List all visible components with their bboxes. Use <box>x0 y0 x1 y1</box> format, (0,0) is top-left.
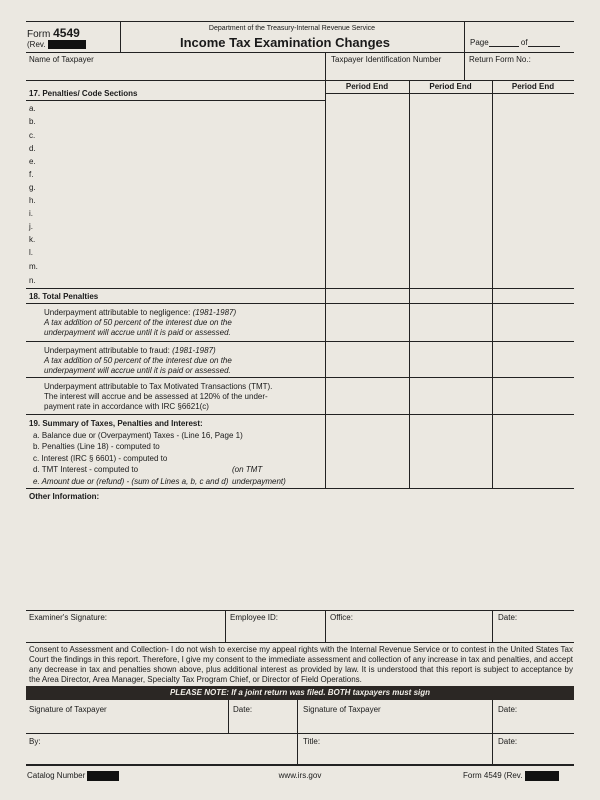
form-label: Form 4549 <box>27 26 80 40</box>
penalty-line-f[interactable]: f. <box>29 170 34 179</box>
consent-statement: Consent to Assessment and Collection- I do not wish to exercise my appeal rights with the Internal Revenue Service or to contest in the United States Tax Court the findings in this report. Therefore, I give my consent to the immediate assessment and collection of any increase in tax and penalties, and accept any decrease in tax and penalties shown above, plus additional interest as provided by law. It is understood that this report is subject to acceptance by the Area Director, Area Manager, Specialty Tax Program Chief, or Director of Field Operations. <box>29 645 573 684</box>
line19-e[interactable]: e. Amount due or (refund) - (sum of Lines a, b, c and d) <box>33 476 229 486</box>
by-date-field[interactable]: Date: <box>498 737 518 746</box>
department-name: Department of the Treasury-Internal Revenue Service <box>208 25 376 32</box>
line17-label: 17. Penalties/ Code Sections <box>29 89 138 98</box>
form-title: Income Tax Examination Changes <box>180 35 390 50</box>
employee-id-field[interactable]: Employee ID: <box>230 613 279 622</box>
irs-website: www.irs.gov <box>278 771 322 780</box>
page-number-field[interactable]: Page of <box>470 38 560 47</box>
period-end-header-2: Period End <box>429 82 472 91</box>
examiner-date-field[interactable]: Date: <box>498 613 518 622</box>
penalty-line-g[interactable]: g. <box>29 183 36 192</box>
line19-c[interactable]: c. Interest (IRC § 6601) - computed to <box>33 453 168 463</box>
revision-label: (Rev. <box>27 40 86 49</box>
penalty-line-l[interactable]: l. <box>29 248 33 257</box>
negligence-block: Underpayment attributable to negligence: (1981-1987) A tax addition of 50 percent of the interest due on the underpayment will accrue until it is paid or assessed. <box>44 308 237 337</box>
office-field[interactable]: Office: <box>330 613 353 622</box>
penalty-line-n[interactable]: n. <box>29 276 36 285</box>
tin-field[interactable]: Taxpayer Identification Number <box>331 55 442 64</box>
line18-label: 18. Total Penalties <box>29 292 99 301</box>
by-field[interactable]: By: <box>29 737 41 746</box>
penalty-line-b[interactable]: b. <box>29 117 36 126</box>
penalty-line-e[interactable]: e. <box>29 157 36 166</box>
redaction-box <box>87 771 119 781</box>
taxpayer-signature-1[interactable]: Signature of Taxpayer <box>29 705 107 714</box>
fraud-block: Underpayment attributable to fraud: (1981-1987) A tax addition of 50 percent of the interest due on the underpayment will accrue until it is paid or assessed. <box>44 346 232 375</box>
period-end-header-1: Period End <box>345 82 389 91</box>
penalty-line-j[interactable]: j. <box>29 222 33 231</box>
redaction-box <box>525 771 559 781</box>
penalty-line-k[interactable]: k. <box>29 235 36 244</box>
return-form-field[interactable]: Return Form No.: <box>469 55 531 64</box>
tmt-block: Underpayment attributable to Tax Motivated Transactions (TMT). The interest will accrue and be assessed at 120% of the under- payment rate in accordance with IRC §6621(c) <box>44 382 273 411</box>
taxpayer-date-2[interactable]: Date: <box>498 705 518 714</box>
taxpayer-name-field[interactable]: Name of Taxpayer <box>29 55 94 64</box>
line19-a[interactable]: a. Balance due or (Overpayment) Taxes - (Line 16, Page 1) <box>33 430 243 440</box>
line19-b[interactable]: b. Penalties (Line 18) - computed to <box>33 442 160 451</box>
catalog-number: Catalog Number <box>27 771 119 781</box>
penalty-line-a[interactable]: a. <box>29 104 36 113</box>
taxpayer-date-1[interactable]: Date: <box>233 705 253 714</box>
joint-return-notice: PLEASE NOTE: If a joint return was filed. BOTH taxpayers must sign <box>26 686 574 700</box>
other-information-field[interactable]: Other Information: <box>29 492 100 501</box>
penalty-line-c[interactable]: c. <box>29 131 36 140</box>
footer-form-revision: Form 4549 (Rev. <box>463 771 559 781</box>
penalty-line-i[interactable]: i. <box>29 209 33 218</box>
penalty-line-m[interactable]: m. <box>29 262 38 271</box>
penalty-line-d[interactable]: d. <box>29 144 36 153</box>
title-field[interactable]: Title: <box>303 737 321 746</box>
form-number: 4549 <box>53 26 80 40</box>
period-end-header-3: Period End <box>511 82 555 91</box>
taxpayer-signature-2[interactable]: Signature of Taxpayer <box>303 705 381 714</box>
penalty-line-h[interactable]: h. <box>29 196 36 205</box>
line19-d[interactable]: d. TMT Interest - computed to (on TMT underpayment) <box>33 465 286 486</box>
examiner-signature-field[interactable]: Examiner's Signature: <box>29 613 108 622</box>
redaction-box <box>48 40 86 49</box>
line19-summary: 19. Summary of Taxes, Penalties and Interest: a. Balance due or (Overpayment) Taxes - (Line 16, Page 1) b. Penalties (Line 18) - computed to c. Interest (IRC § 6601) - computed to d. TMT Interest - computed to (on TMT underpayment) e. Amount due or (refund) - (sum of Lines a, b, c and d) <box>29 419 286 486</box>
